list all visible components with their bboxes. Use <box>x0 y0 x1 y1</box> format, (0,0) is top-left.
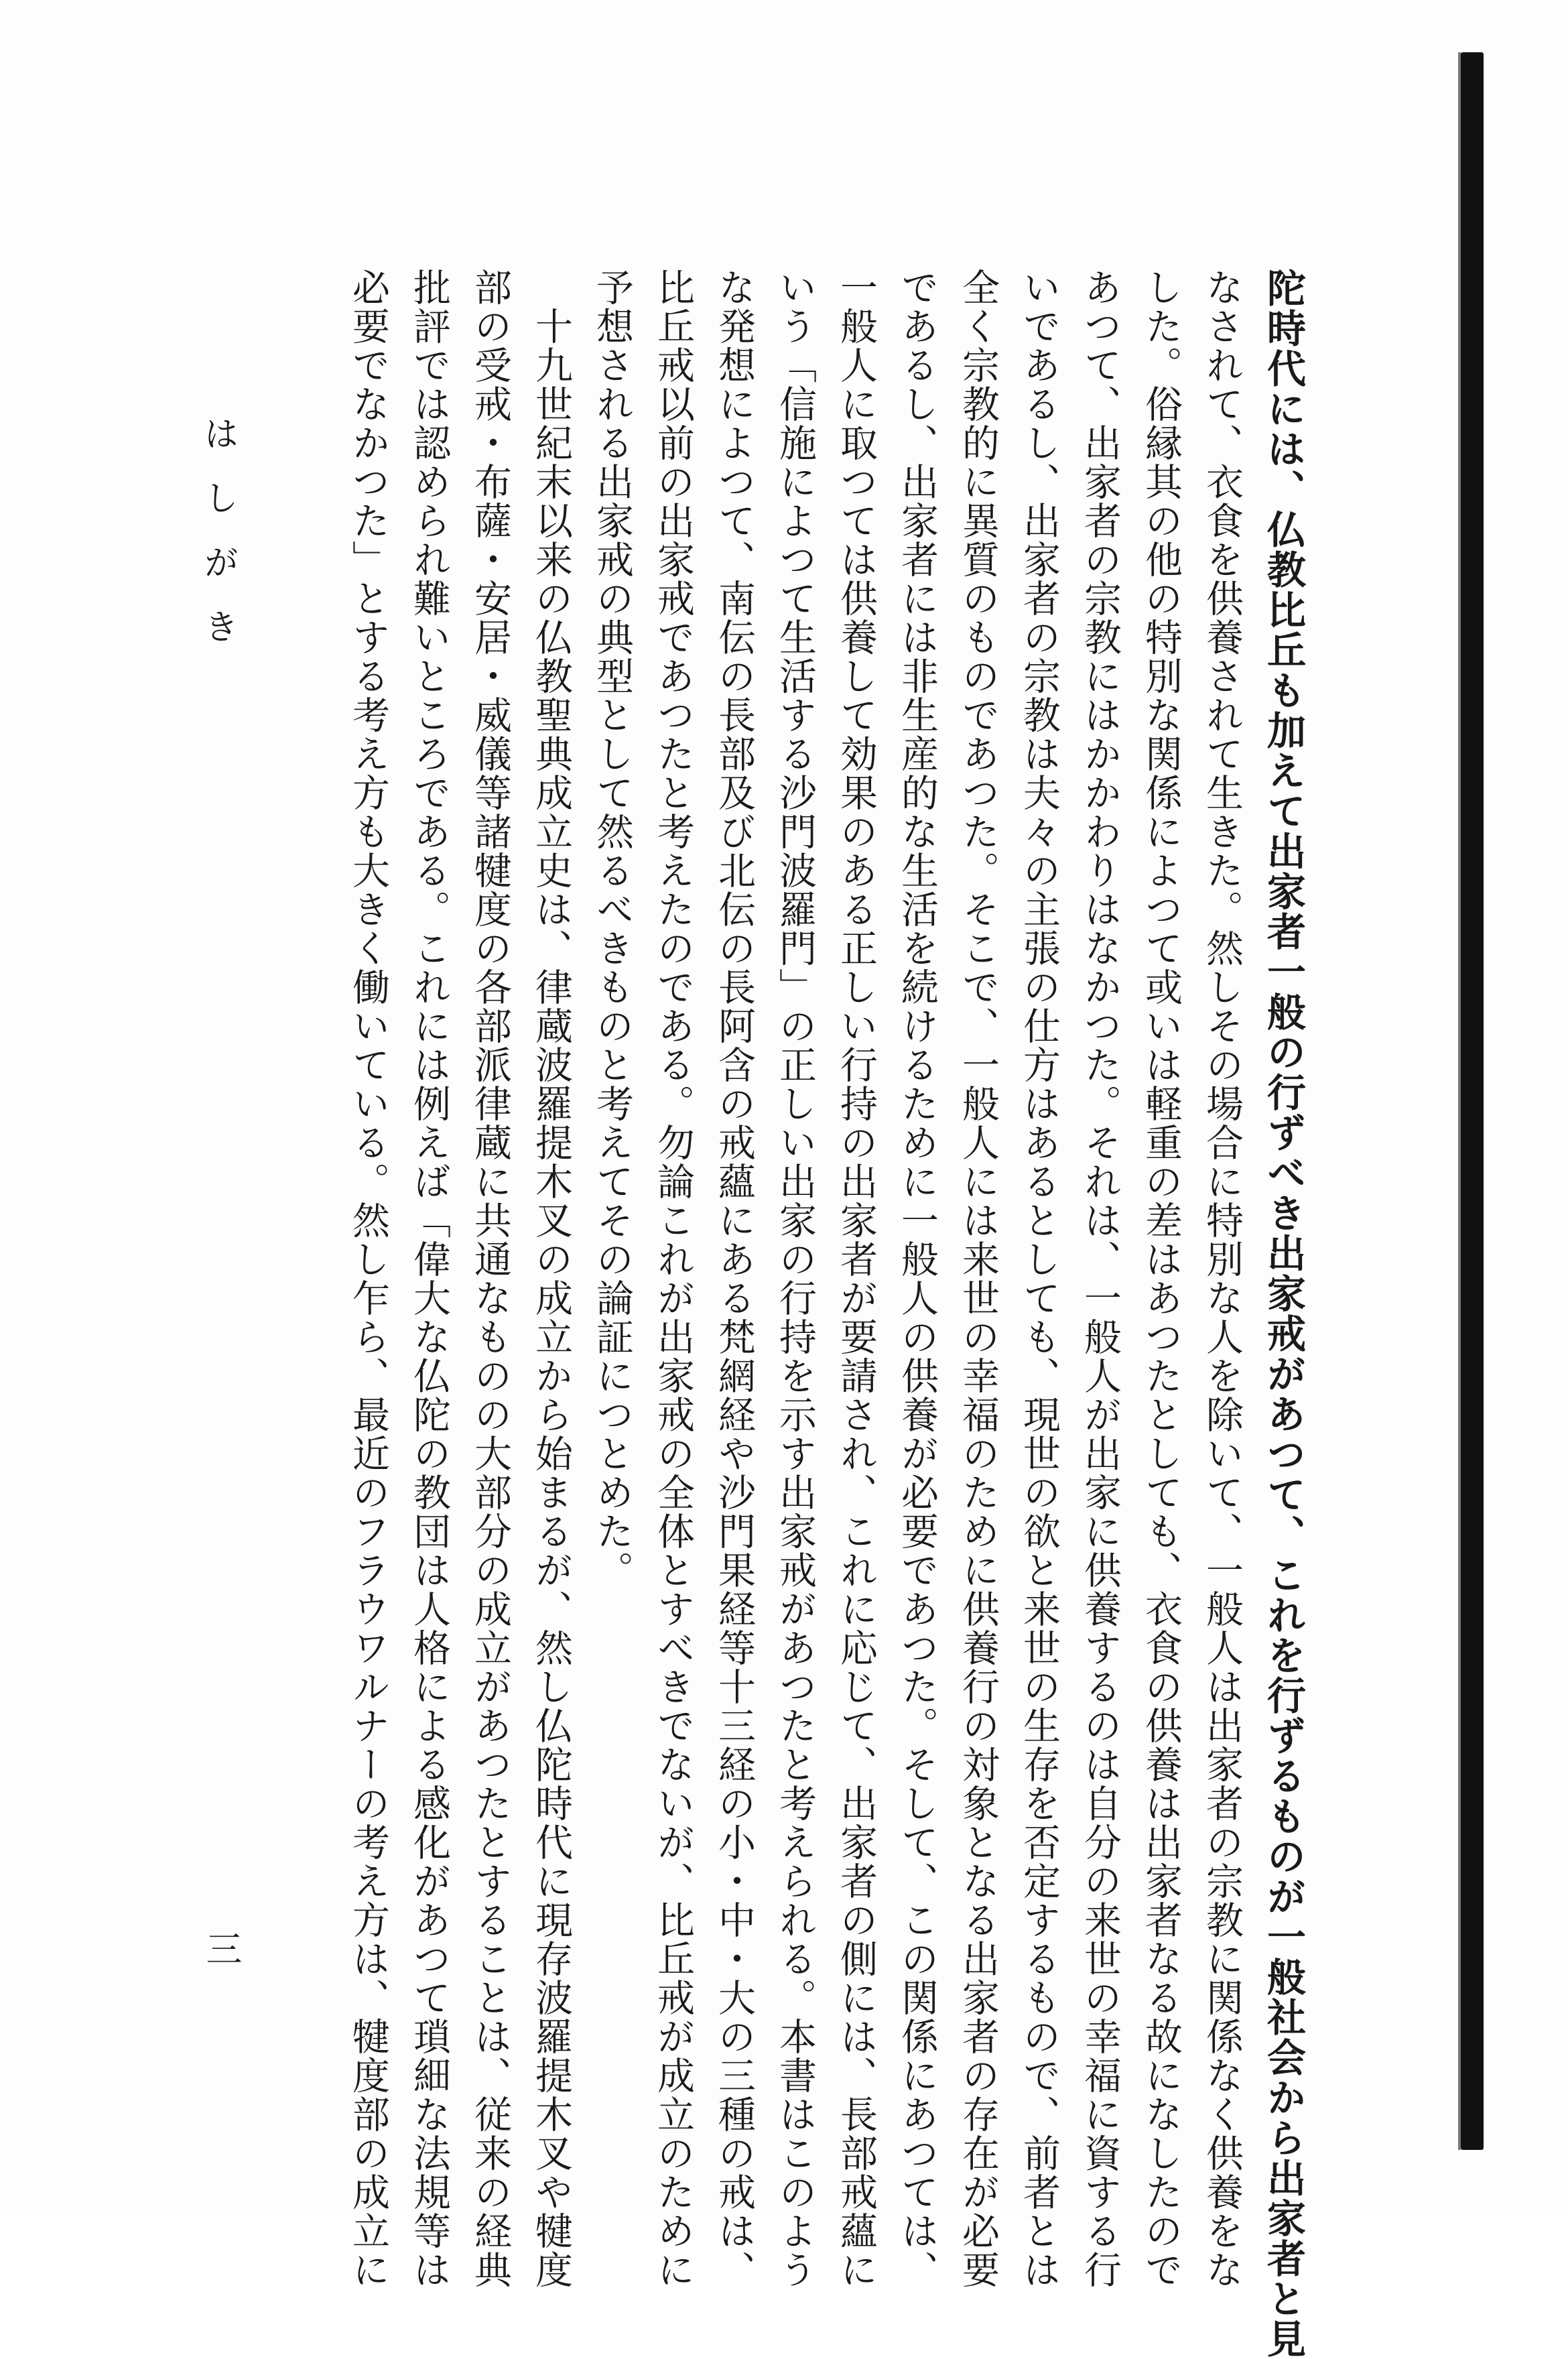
text-line: 一般人に取つては供養して効果のある正しい行持の出家者が要請され、これに応じて、出家者の側には、長部戒蘊に <box>834 268 878 2289</box>
text-line: な発想によつて、南伝の長部及び北伝の長阿含の戒蘊にある梵網経や沙門果経等十三経の小・中・大の三種の戒は、 <box>712 268 756 2289</box>
text-line: 必要でなかつた」とする考え方も大きく働いている。然し乍ら、最近のフラウワルナーの考え方は、犍度部の成立に <box>346 268 390 2289</box>
body-text <box>338 268 1313 2359</box>
text-line: した。俗縁其の他の特別な関係によつて或いは軽重の差はあつたとしても、衣食の供養は出家者なる故になしたので <box>1139 268 1183 2289</box>
binding-edge <box>1461 52 1484 2150</box>
text-line: 十九世紀末以来の仏教聖典成立史は、律蔵波羅提木叉の成立から始まるが、然し仏陀時代に現存波羅提木叉や犍度 <box>529 268 573 2289</box>
text-line: 批評では認められ難いところである。これには例えば「偉大な仏陀の教団は人格による感化があつて瑣細な法規等は <box>407 268 451 2289</box>
text-line: 比丘戒以前の出家戒であつたと考えたのである。勿論これが出家戒の全体とすべきでないが、比丘戒が成立のために <box>651 268 695 2289</box>
text-line: であるし、出家者には非生産的な生活を続けるために一般人の供養が必要であつた。そして、この関係にあつては、 <box>895 268 939 2289</box>
running-head: はしがき <box>198 416 238 673</box>
text-line: いであるし、出家者の宗教は夫々の主張の仕方はあるとしても、現世の欲と来世の生存を否定するもので、前者とは <box>1017 268 1061 2289</box>
text-line: 全く宗教的に異質のものであつた。そこで、一般人には来世の幸福のために供養行の対象となる出家者の存在が必要 <box>956 268 1000 2289</box>
text-line: 部の受戒・布薩・安居・威儀等諸犍度の各部派律蔵に共通なものの大部分の成立があつたとすることは、従来の経典 <box>468 268 512 2289</box>
text-line: 予想される出家戒の典型として然るべきものと考えてその論証につとめた。 <box>590 268 634 1590</box>
page-number: 三 <box>200 1930 243 1966</box>
text-line: なされて、衣食を供養されて生きた。然しその場合に特別な人を除いて、一般人は出家者の宗教に関係なく供養をな <box>1200 268 1244 2289</box>
text-line: あつて、出家者の宗教にはかかわりはなかつた。それは、一般人が出家に供養するのは自分の来世の幸福に資する行 <box>1078 268 1122 2289</box>
text-line: 陀時代には、仏教比丘も加えて出家者一般の行ずべき出家戒があつて、これを行ずるものが一般社会から出家者と見 <box>1260 268 1306 2359</box>
text-line: いう「信施によつて生活する沙門波羅門」の正しい出家の行持を示す出家戒があつたと考えられる。本書はこのよう <box>773 268 817 2289</box>
